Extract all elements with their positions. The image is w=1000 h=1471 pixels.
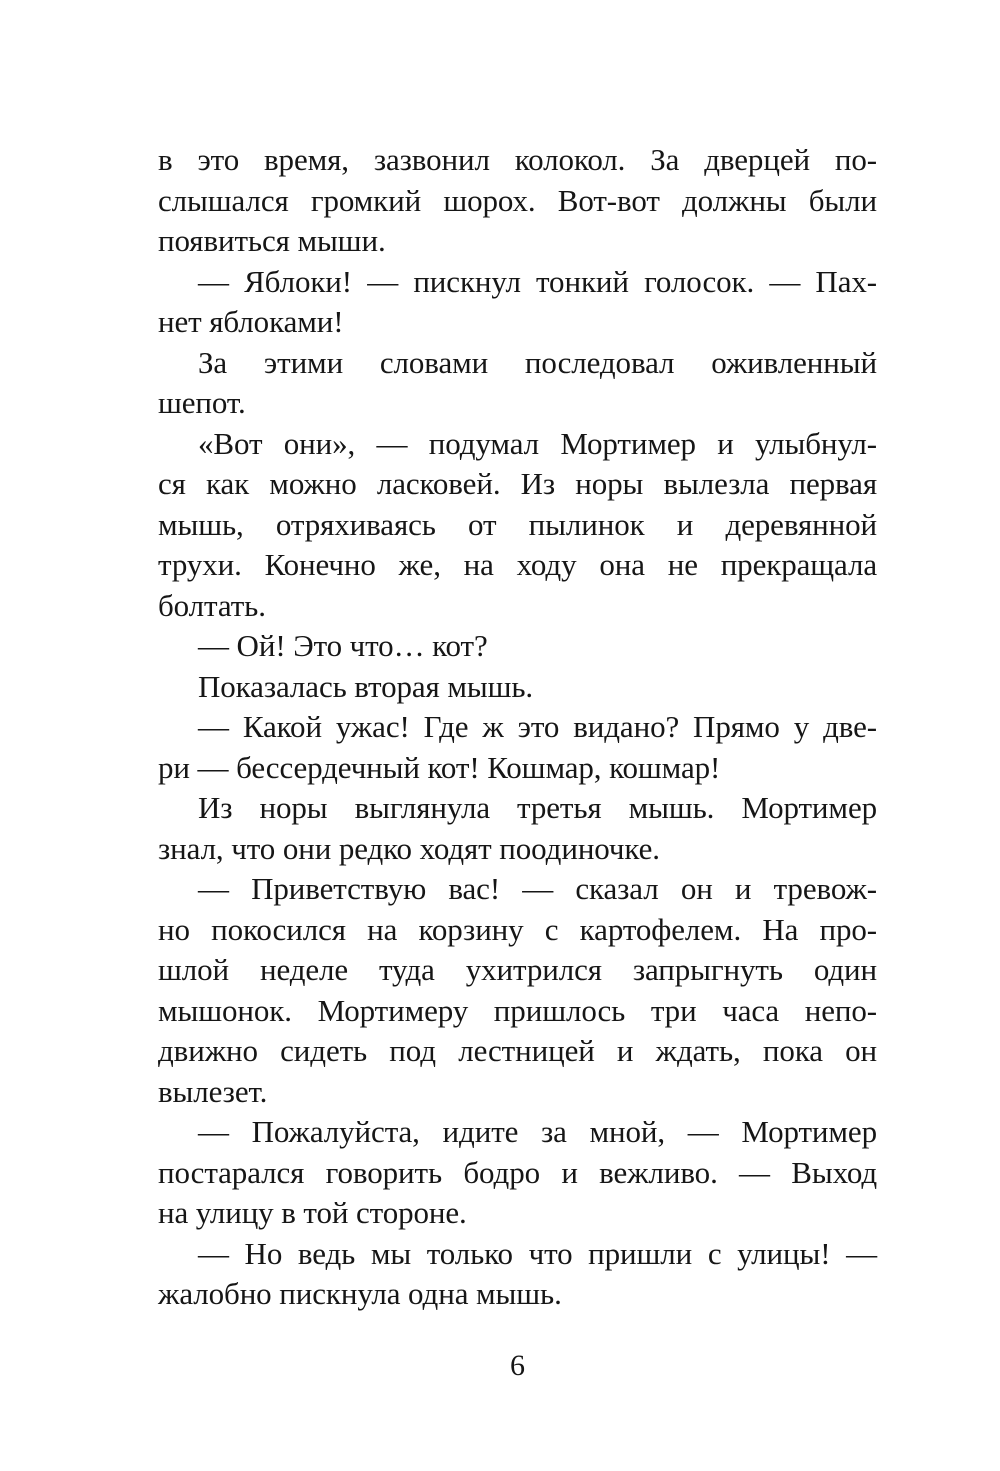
text-line: но покосился на корзину с картофелем. На про- [158, 911, 877, 947]
text-line: ся как можно ласковей. Из норы вылезла первая [158, 466, 877, 501]
text-line: постарался говорить бодро и вежливо. — Выход [158, 1154, 877, 1190]
text-line: трухи. Конечно же, на ходу она не прекращала [158, 547, 877, 582]
text-line: слышался громкий шорох. Вот-вот должны были [158, 182, 877, 218]
text-line: Из норы выглянула третья мышь. Мортимер [198, 790, 877, 825]
text-line: нет яблоками! [158, 304, 344, 339]
text-line: болтать. [158, 587, 266, 623]
text-line: — Приветствую вас! — сказал он и тревож- [198, 871, 877, 906]
text-line: жалобно пискнула одна мышь. [158, 1276, 562, 1311]
text-line: вылезет. [158, 1073, 268, 1109]
text-line: Показалась вторая мышь. [198, 668, 534, 704]
text-line: «Вот они», — подумал Мортимер и улыбнул- [198, 425, 877, 461]
text-line: появиться мыши. [158, 223, 386, 258]
text-line: — Какой ужас! Где ж это видано? Прямо у две- [198, 709, 877, 744]
text-block [158, 140, 877, 1315]
text-line: шепот. [158, 385, 246, 420]
text-line: За этими словами последовал оживленный [198, 344, 877, 380]
text-line: мышь, отряхиваясь от пылинок и деревянной [158, 506, 877, 542]
text-line: знал, что они редко ходят поодиночке. [158, 830, 660, 866]
text-line: — Пожалуйста, идите за мной, — Мортимер [198, 1114, 877, 1149]
text-line: на улицу в той стороне. [158, 1195, 467, 1230]
text-line: движно сидеть под лестницей и ждать, пока он [158, 1033, 877, 1068]
text-line: — Яблоки! — пискнул тонкий голосок. — Пах- [198, 263, 877, 299]
text-line: — Но ведь мы только что пришли с улицы! — [198, 1235, 877, 1271]
page-number: 6 [510, 1349, 525, 1382]
text-line: ри — бессердечный кот! Кошмар, кошмар! [158, 749, 721, 785]
text-line: шлой неделе туда ухитрился запрыгнуть один [158, 952, 877, 987]
text-line: в это время, зазвонил колокол. За дверцей по- [158, 142, 877, 177]
text-line: — Ой! Это что… кот? [198, 628, 488, 663]
text-line: мышонок. Мортимеру пришлось три часа непо- [158, 992, 877, 1028]
